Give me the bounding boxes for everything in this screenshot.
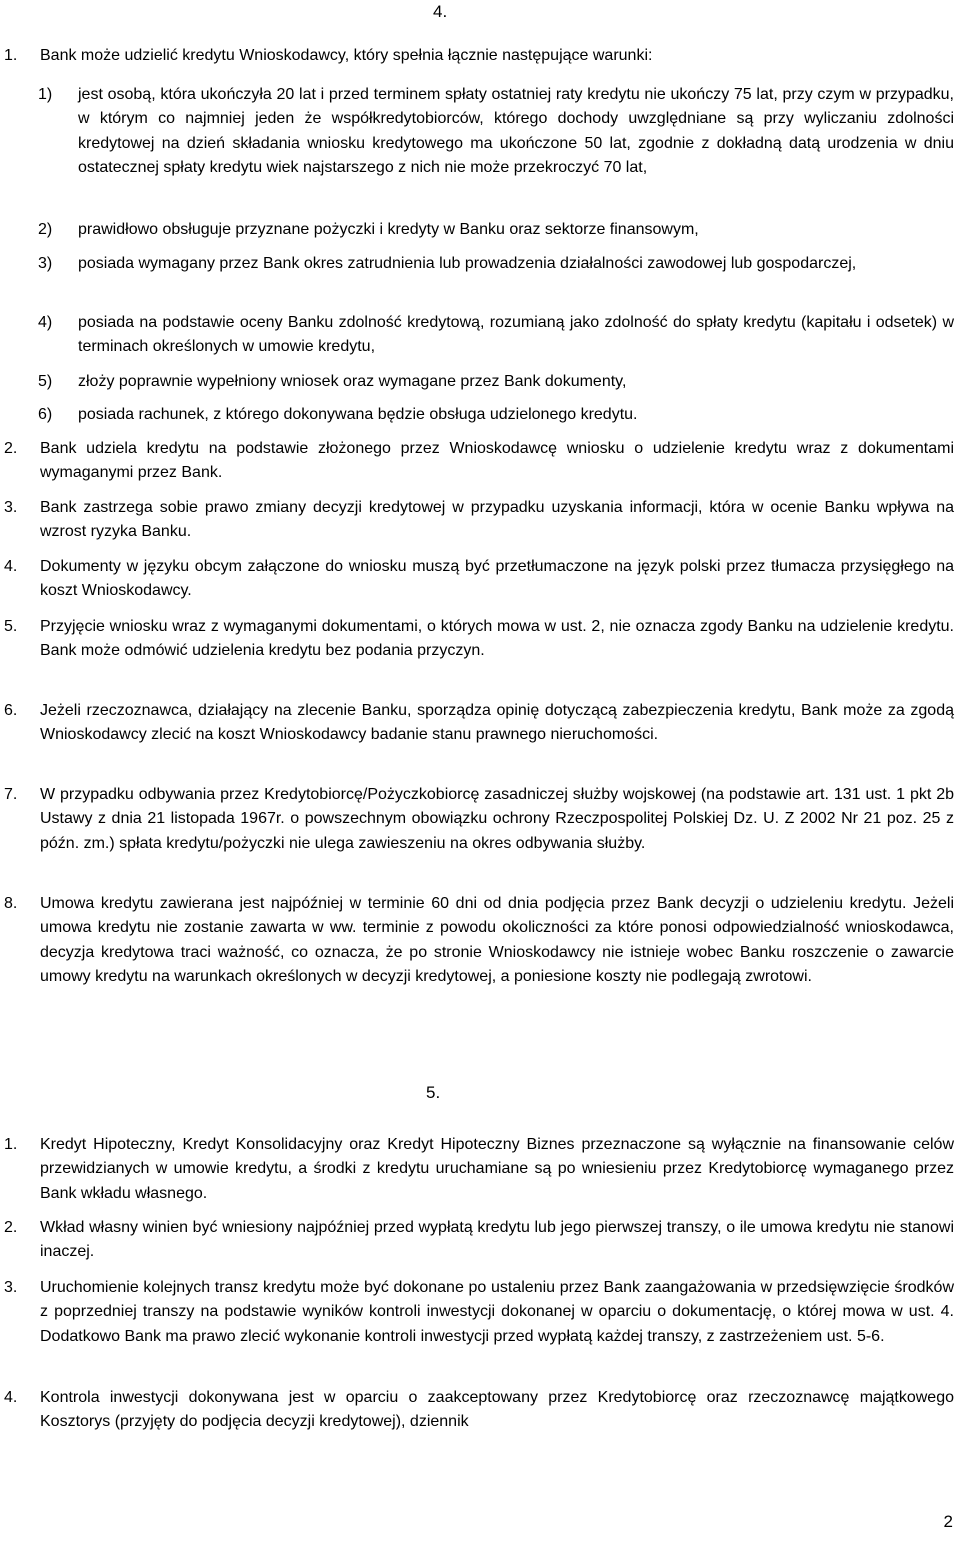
list-item-4 [38,311,954,360]
list-item-text: posiada rachunek, z którego dokonywana będzie obsługa udzielonego kredytu. [78,406,638,423]
paragraph-number: 1. [4,47,18,64]
paragraph-4-3 [4,496,954,545]
paragraph-number: 1. [4,1136,18,1153]
paragraph-5-2 [4,1216,954,1265]
paragraph-5-4 [4,1386,954,1435]
list-item-number: 6) [38,406,53,423]
paragraph-text: Przyjęcie wniosku wraz z wymaganymi dokumentami, o których mowa w ust. 2, nie oznacza zgody Banku na udzielenie kredytu. Bank może odmówić udzielenia kredytu bez podania przyczyn. [40,618,954,660]
paragraph-4-4 [4,555,954,604]
paragraph-number: 4. [4,1389,18,1406]
paragraph-4-6 [4,699,954,748]
paragraph-4-1 [4,44,954,68]
list-item-text: złoży poprawnie wypełniony wniosek oraz wymagane przez Bank dokumenty, [78,373,627,390]
paragraph-number: 7. [4,786,18,803]
paragraph-4-5 [4,615,954,664]
paragraph-4-8 [4,892,954,990]
paragraph-number: 4. [4,558,18,575]
paragraph-number: 2. [4,1219,18,1236]
section-heading-5: 5. [426,1083,441,1102]
list-item-text: posiada na podstawie oceny Banku zdolność kredytową, rozumianą jako zdolność do spłaty kredytu (kapitału i odsetek) w terminach określonych w umowie kredytu, [78,314,954,356]
page-number: 2 [943,1512,953,1531]
list-item-2 [38,218,954,242]
section-heading-4: 4. [433,2,448,21]
paragraph-number: 8. [4,895,18,912]
paragraph-4-7 [4,783,954,856]
paragraph-text: Wkład własny winien być wniesiony najpóźniej przed wypłatą kredytu lub jego pierwszej transzy, o ile umowa kredytu nie stanowi inaczej. [40,1219,954,1261]
list-item-3 [38,252,954,276]
paragraph-5-1 [4,1133,954,1206]
list-item-text: jest osobą, która ukończyła 20 lat i przed terminem spłaty ostatniej raty kredytu nie ukończy 75 lat, przy czym w przypadku, w którym co najmniej jeden że współkredytobiorców, którego dochody uwzględniane są przy wyliczaniu zdolności kredytowej na dzień składania wniosku kredytowego ma ukończone 50 lat, zgodnie z dokładną datą urodzenia w dniu ostatecznej spłaty kredytu wiek najstarszego z nich nie może przekroczyć 70 lat, [78,86,954,177]
list-item-number: 3) [38,255,53,272]
paragraph-text: Kredyt Hipoteczny, Kredyt Konsolidacyjny oraz Kredyt Hipoteczny Biznes przeznaczone są wyłącznie na finansowanie celów przewidzianych w umowie kredytu, a środki z kredytu uruchamiane są po wniesieniu przez Kredytobiorcę wymaganego przez Bank wkładu własnego. [40,1136,954,1202]
list-item-text: prawidłowo obsługuje przyznane pożyczki i kredyty w Banku oraz sektorze finansowym, [78,221,699,238]
paragraph-number: 2. [4,440,18,457]
list-item-6 [38,403,954,427]
paragraph-text: Dokumenty w języku obcym załączone do wniosku muszą być przetłumaczone na język polski przez tłumacza przysięgłego na koszt Wnioskodawcy. [40,558,954,600]
list-item-text: posiada wymagany przez Bank okres zatrudnienia lub prowadzenia działalności zawodowej lub gospodarczej, [78,255,857,272]
paragraph-number: 3. [4,1279,18,1296]
paragraph-text: Uruchomienie kolejnych transz kredytu może być dokonane po ustaleniu przez Bank zaangażowania w przedsięwzięcie środków z poprzedniej transzy na podstawie wyników kontroli inwestycji dokonanej w oparciu o dokumentację, o której mowa w ust. 4. Dodatkowo Bank ma prawo zlecić wykonanie kontroli inwestycji przed wypłatą każdej transzy, z zastrzeżeniem ust. 5-6. [40,1279,954,1345]
paragraph-text: Bank może udzielić kredytu Wnioskodawcy, który spełnia łącznie następujące warunki: [40,47,653,64]
paragraph-text: Umowa kredytu zawierana jest najpóźniej w terminie 60 dni od dnia podjęcia przez Bank decyzji o udzieleniu kredytu. Jeżeli umowa kredytu nie zostanie zawarta w ww. terminie z powodu okoliczności za które ponosi odpowiedzialność wnioskodawca, decyzja kredytowa traci ważność, co oznacza, że po stronie Wnioskodawcy nie istnieje wobec Banku roszczenie o zawarcie umowy kredytu na warunkach określonych w decyzji kredytowej, a poniesione koszty nie podlegają zwrotowi. [40,895,954,986]
list-item-number: 4) [38,314,53,331]
list-item-1 [38,83,954,181]
paragraph-text: W przypadku odbywania przez Kredytobiorcę/Pożyczkobiorcę zasadniczej służby wojskowej (na podstawie art. 131 ust. 1 pkt 2b Ustawy z dnia 21 listopada 1967r. o powszechnym obowiązku ochrony Rzeczpospolitej Polskiej Dz. U. Z 2002 Nr 21 poz. 25 z późn. zm.) spłata kredytu/pożyczki nie ulega zawieszeniu na okres odbywania służby. [40,786,954,852]
paragraph-5-3 [4,1276,954,1349]
paragraph-number: 3. [4,499,18,516]
list-item-number: 5) [38,373,53,390]
list-item-5 [38,370,954,394]
paragraph-text: Kontrola inwestycji dokonywana jest w oparciu o zaakceptowany przez Kredytobiorcę oraz rzeczoznawcę majątkowego Kosztorys (przyjęty do podjęcia decyzji kredytowej), dziennik [40,1389,954,1431]
paragraph-number: 6. [4,702,18,719]
list-item-number: 1) [38,86,53,103]
paragraph-text: Bank zastrzega sobie prawo zmiany decyzji kredytowej w przypadku uzyskania informacji, która w ocenie Banku wpływa na wzrost ryzyka Banku. [40,499,954,541]
paragraph-text: Bank udziela kredytu na podstawie złożonego przez Wnioskodawcę wniosku o udzielenie kredytu wraz z dokumentami wymaganymi przez Bank. [40,440,954,482]
paragraph-number: 5. [4,618,18,635]
list-item-number: 2) [38,221,53,238]
paragraph-4-2 [4,437,954,486]
paragraph-text: Jeżeli rzeczoznawca, działający na zlecenie Banku, sporządza opinię dotyczącą zabezpieczenia kredytu, Bank może za zgodą Wnioskodawcy zlecić na koszt Wnioskodawcy badanie stanu prawnego nieruchomości. [40,702,954,744]
